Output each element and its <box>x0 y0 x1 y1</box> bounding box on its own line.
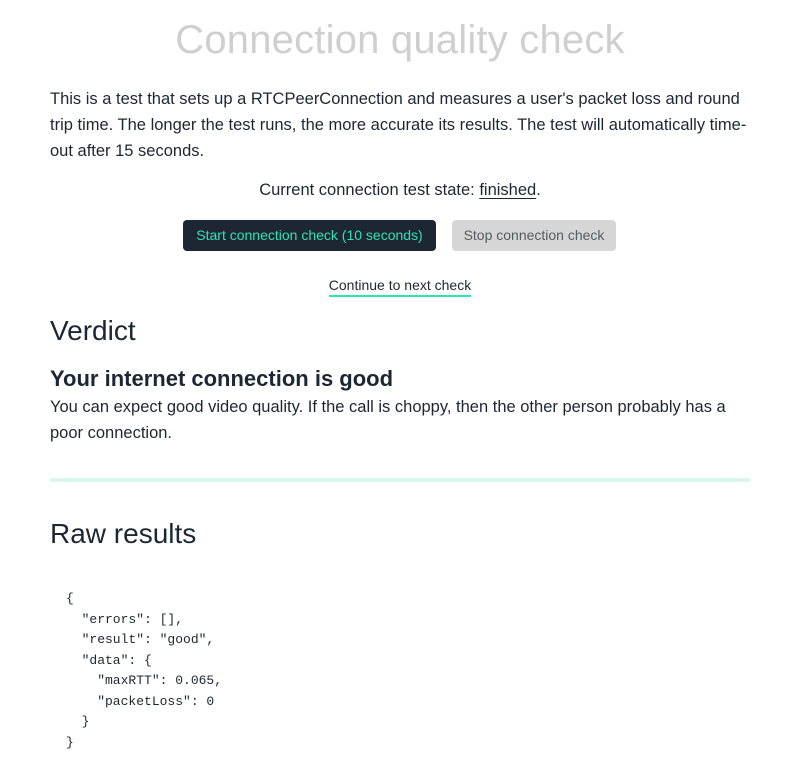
raw-results-heading: Raw results <box>50 518 197 549</box>
state-suffix: . <box>536 181 541 199</box>
next-check-row <box>0 276 800 294</box>
verdict-title: Your internet connection is good <box>50 366 394 391</box>
section-divider <box>50 478 750 482</box>
raw-results-json: { "errors": [], "result": "good", "data": { "maxRTT": 0.065, "packetLoss": 0 } } <box>66 591 223 750</box>
state-label: Current connection test state: <box>259 181 480 199</box>
connection-state <box>0 178 800 202</box>
verdict-heading: Verdict <box>50 315 136 346</box>
start-check-button[interactable]: Start connection check (10 seconds) <box>183 220 436 251</box>
continue-next-link[interactable]: Continue to next check <box>329 277 471 297</box>
state-value: finished <box>479 181 537 199</box>
verdict-text: You can expect good video quality. If the call is choppy, then the other person probably has a poor connection. <box>50 398 726 442</box>
page-title: Connection quality check <box>175 18 625 62</box>
stop-check-button[interactable]: Stop connection check <box>452 220 616 251</box>
intro-text: This is a test that sets up a RTCPeerConnection and measures a user's packet loss and round trip time. The longer the test runs, the more accurate its results. The test will automatically time-out after 15 seconds. <box>50 90 747 160</box>
